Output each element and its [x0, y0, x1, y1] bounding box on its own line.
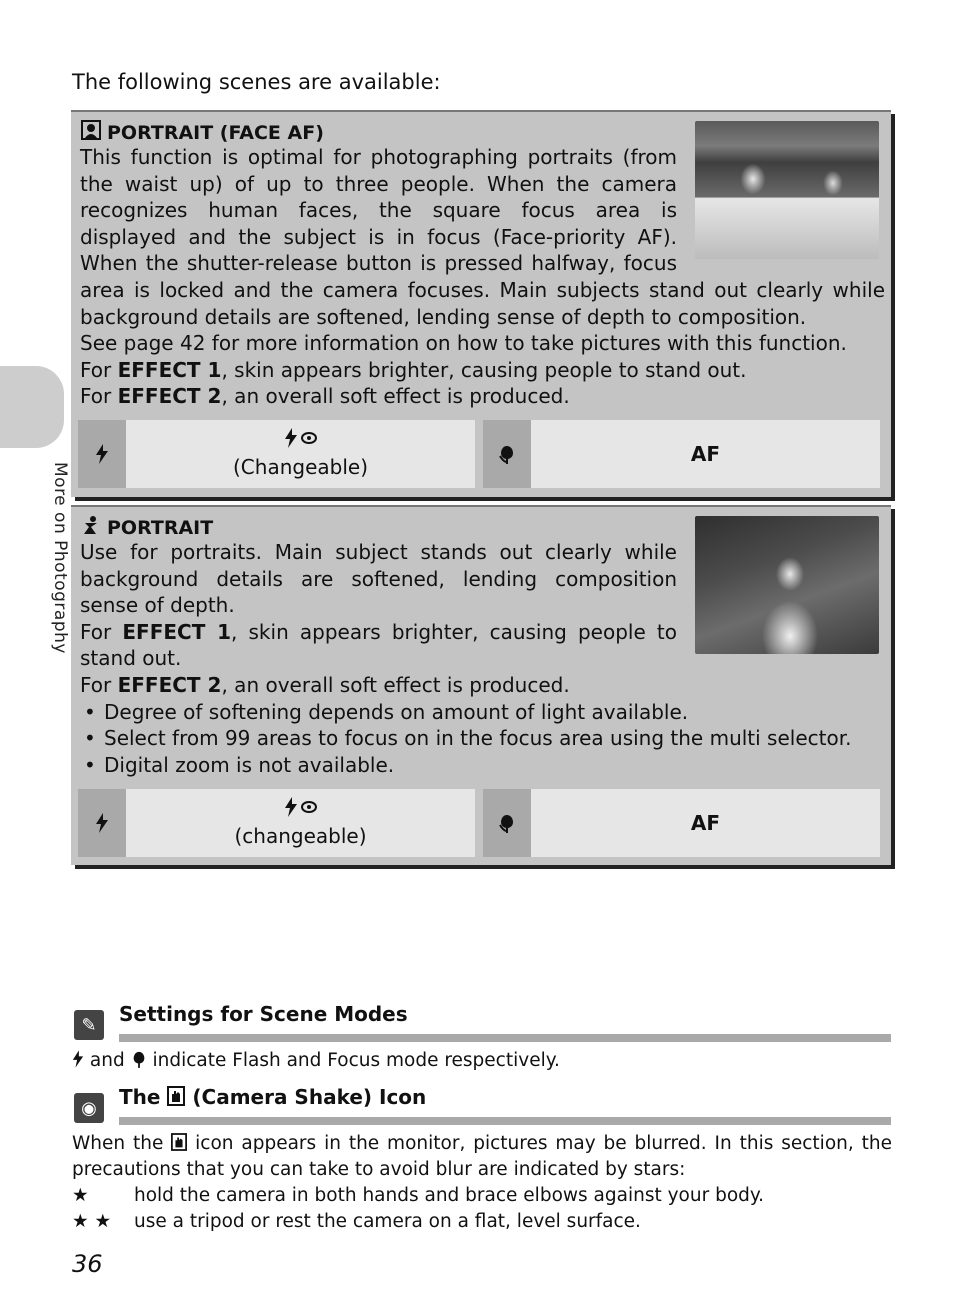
- flash-setting-value: (changeable): [126, 789, 475, 857]
- macro-icon: [483, 420, 531, 488]
- note-text: When the icon appears in the monitor, pictures may be blurred. In this section, the precautions that you can take to avoid blur are indicated by stars: ★ hold the camera in both hands and brace elbows against your body. ★ ★ use a tripod or rest the camera on a flat, level surface.: [72, 1131, 892, 1235]
- camera-check-icon: ◉: [74, 1093, 104, 1123]
- sample-photo-two-women: [695, 121, 879, 259]
- scene-box-portrait: [71, 505, 891, 865]
- list-item: • Digital zoom is not available.: [104, 752, 885, 779]
- scene-paragraph: Use for portraits. Main subject stands out clearly while background details are softened, lending composition sense of depth.: [80, 540, 677, 618]
- effect1-line: For EFFECT 1, skin appears brighter, causing people to stand out.: [80, 619, 677, 671]
- heading-rule: [119, 1034, 891, 1042]
- sample-photo-woman: [695, 516, 879, 654]
- face-portrait-icon: [81, 120, 101, 145]
- portrait-icon: [81, 515, 101, 540]
- focus-setting: [483, 789, 880, 857]
- scene-title-text: PORTRAIT: [107, 516, 214, 539]
- scene-paragraph: See page 42 for more information on how to take pictures with this function.: [80, 331, 847, 356]
- scene-title-text: PORTRAIT (FACE AF): [107, 121, 324, 144]
- scene-box-portrait-face-af: [71, 110, 891, 497]
- scene-description: [80, 144, 885, 410]
- macro-icon: [483, 789, 531, 857]
- list-item: • Select from 99 areas to focus on in the focus area using the multi selector.: [104, 725, 885, 752]
- flash-redeye-icon: [284, 428, 318, 454]
- camera-shake-icon: [167, 1086, 185, 1106]
- effect2-line: For EFFECT 2, an overall soft effect is produced.: [80, 672, 570, 697]
- scene-title: [81, 120, 324, 145]
- pencil-note-icon: ✎: [74, 1010, 104, 1040]
- scene-paragraph: This function is optimal for photographing portraits (from the waist up) of up to three people. When the camera recognizes human faces, the square focus area is displayed and the subject is in focus (Face-priority AF). When the shutter-release button is pressed halfway, focus area is locked and the camera focuses. Main subjects stand out clearly while background details are softened, lending sense of depth to composition.: [80, 145, 885, 329]
- macro-icon: [131, 1050, 147, 1068]
- page-number: 36: [72, 1250, 103, 1278]
- scene-description: [80, 539, 885, 778]
- heading-rule: [119, 1117, 891, 1125]
- star-line: ★ hold the camera in both hands and brace elbows against your body.: [72, 1185, 765, 1206]
- flash-setting: [78, 789, 475, 857]
- focus-setting-value: AF: [531, 420, 880, 488]
- settings-row: [78, 420, 880, 488]
- intro-text: The following scenes are available:: [72, 70, 441, 94]
- note-text: and indicate Flash and Focus mode respectively.: [72, 1048, 892, 1074]
- focus-setting-value: AF: [531, 789, 880, 857]
- flash-setting-value: (Changeable): [126, 420, 475, 488]
- flash-icon: [78, 789, 126, 857]
- settings-row: [78, 789, 880, 857]
- focus-setting: [483, 420, 880, 488]
- effect1-line: For EFFECT 1, skin appears brighter, causing people to stand out.: [80, 357, 747, 382]
- star-line: ★ ★ use a tripod or rest the camera on a flat, level surface.: [72, 1211, 641, 1232]
- flash-redeye-icon: [284, 797, 318, 823]
- camera-shake-icon: [171, 1133, 187, 1151]
- flash-setting: [78, 420, 475, 488]
- flash-icon: [78, 420, 126, 488]
- side-tab: [0, 366, 64, 448]
- scene-title: [81, 515, 213, 540]
- effect2-line: For EFFECT 2, an overall soft effect is produced.: [80, 384, 570, 409]
- bullet-list: [80, 699, 885, 779]
- flash-icon: [72, 1050, 84, 1068]
- list-item: • Degree of softening depends on amount of light available.: [104, 699, 885, 726]
- section-side-label: More on Photography: [50, 462, 70, 654]
